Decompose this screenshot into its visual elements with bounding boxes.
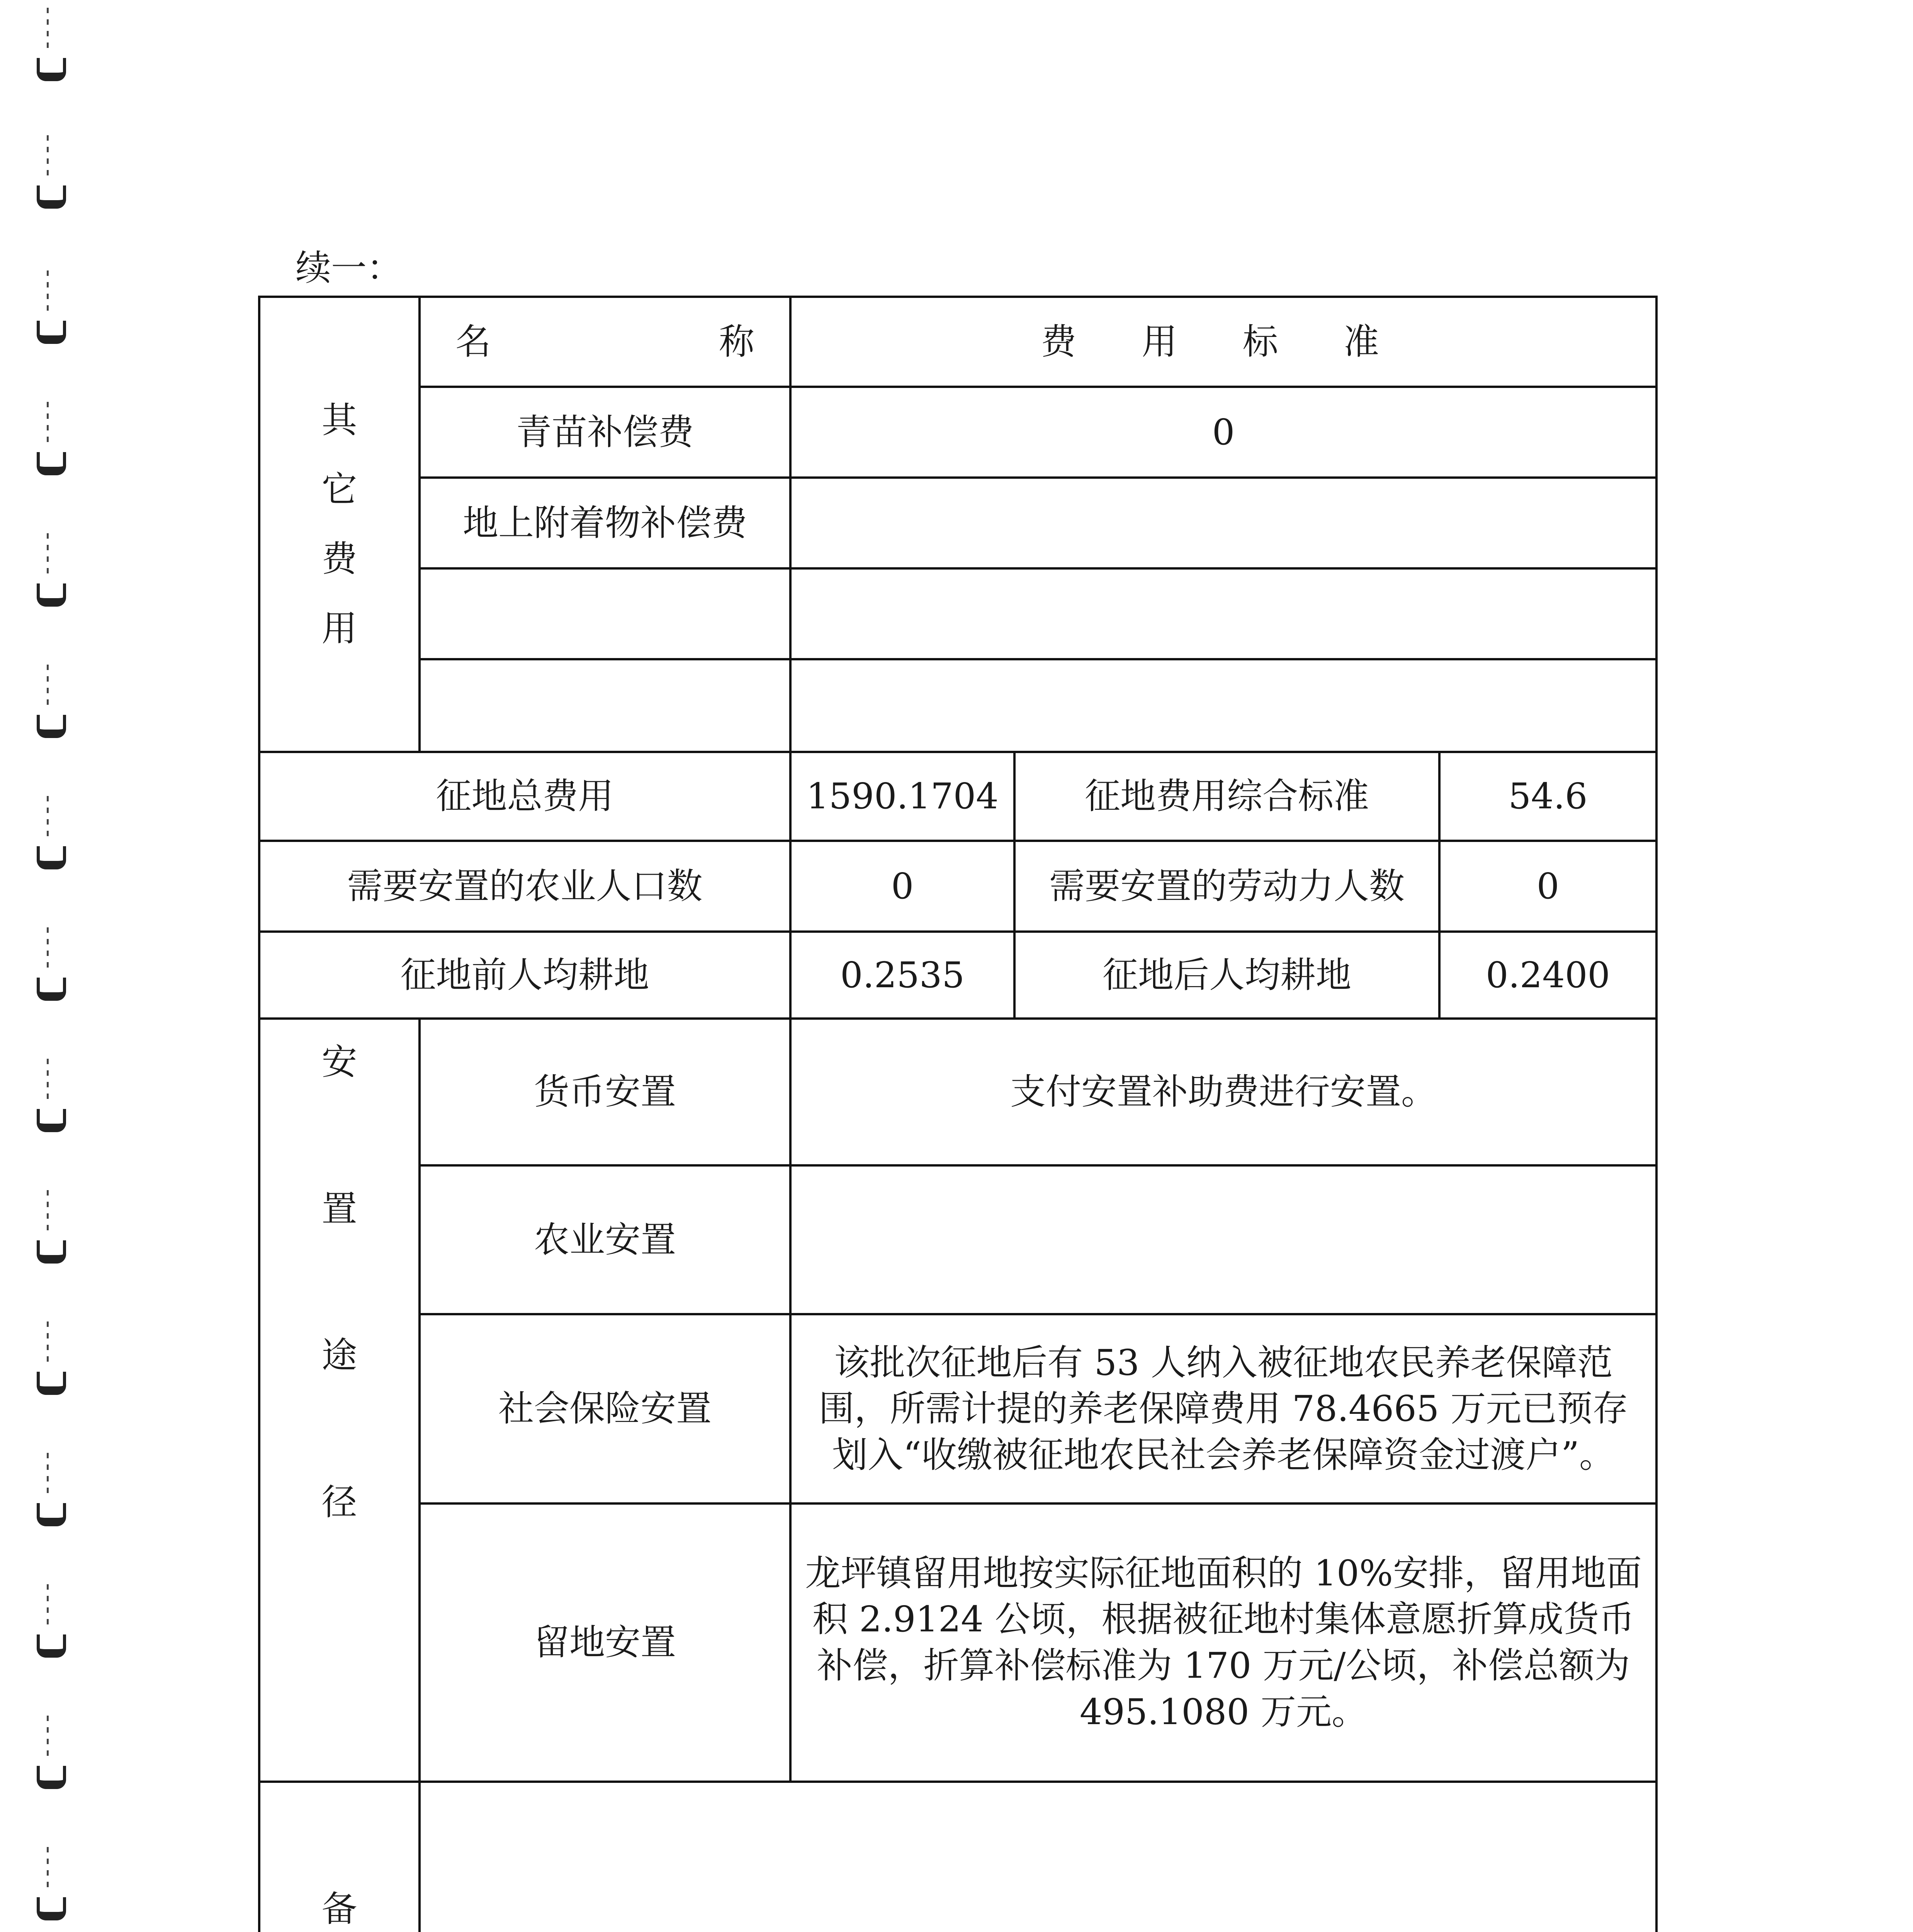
land-acquisition-fee-table bbox=[258, 296, 1658, 1932]
summary-label: 需要安置的农业人口数 bbox=[259, 841, 790, 932]
binding-hole bbox=[37, 1503, 66, 1526]
summary-label: 需要安置的劳动力人数 bbox=[1014, 841, 1439, 932]
summary-label: 征地总费用 bbox=[259, 752, 790, 841]
binding-hole bbox=[37, 1634, 66, 1658]
continuation-label: 续一： bbox=[296, 247, 403, 289]
summary-label: 征地前人均耕地 bbox=[259, 932, 790, 1019]
binding-hole bbox=[37, 58, 66, 81]
summary-value: 0.2535 bbox=[790, 932, 1014, 1019]
fee-name-cell: 青苗补偿费 bbox=[420, 387, 790, 478]
resettlement-value-cell: 支付安置补助费进行安置。 bbox=[790, 1019, 1656, 1165]
binding-hole bbox=[37, 1372, 66, 1395]
binding-hole bbox=[37, 846, 66, 869]
summary-value: 54.6 bbox=[1439, 752, 1656, 841]
fee-value-cell bbox=[790, 478, 1656, 568]
fee-name-cell bbox=[420, 659, 790, 752]
fee-value-cell: 0 bbox=[790, 387, 1656, 478]
resettlement-name-cell: 留地安置 bbox=[420, 1503, 790, 1782]
summary-label: 征地后人均耕地 bbox=[1014, 932, 1439, 1019]
fee-name-cell bbox=[420, 568, 790, 659]
binding-hole bbox=[37, 715, 66, 738]
binding-hole bbox=[37, 583, 66, 607]
binding-hole bbox=[37, 978, 66, 1001]
summary-value: 1590.1704 bbox=[790, 752, 1014, 841]
binding-hole bbox=[37, 321, 66, 344]
binding-hole bbox=[37, 1240, 66, 1264]
binding-hole bbox=[37, 1109, 66, 1132]
summary-label: 征地费用综合标准 bbox=[1014, 752, 1439, 841]
binding-holes bbox=[37, 0, 83, 1932]
header-fee-standard: 费 用 标 准 bbox=[790, 297, 1656, 387]
binding-hole bbox=[37, 185, 66, 209]
resettlement-value-cell bbox=[790, 1165, 1656, 1314]
remarks-content bbox=[420, 1782, 1656, 1932]
resettlement-value-cell: 龙坪镇留用地按实际征地面积的 10%安排，留用地面积 2.9124 公顷，根据被征地村集体意愿折算成货币补偿，折算补偿标准为 170 万元/公顷，补偿总额为 495.1080 万元。 bbox=[790, 1503, 1656, 1782]
resettlement-section-label: 安 置 途 径 bbox=[259, 1019, 420, 1782]
other-fees-section-label: 其 它 费 用 bbox=[259, 297, 420, 752]
fee-name-cell: 地上附着物补偿费 bbox=[420, 478, 790, 568]
summary-value: 0.2400 bbox=[1439, 932, 1656, 1019]
resettlement-name-cell: 农业安置 bbox=[420, 1165, 790, 1314]
resettlement-name-cell: 货币安置 bbox=[420, 1019, 790, 1165]
summary-value: 0 bbox=[790, 841, 1014, 932]
binding-hole bbox=[37, 1766, 66, 1789]
summary-value: 0 bbox=[1439, 841, 1656, 932]
fee-value-cell bbox=[790, 568, 1656, 659]
fee-value-cell bbox=[790, 659, 1656, 752]
remarks-section-label: 备 bbox=[259, 1782, 420, 1932]
header-name: 名 称 bbox=[420, 297, 790, 387]
resettlement-value-cell: 该批次征地后有 53 人纳入被征地农民养老保障范围，所需计提的养老保障费用 78.4665 万元已预存划入“收缴被征地农民社会养老保障资金过渡户”。 bbox=[790, 1314, 1656, 1503]
binding-hole bbox=[37, 452, 66, 475]
binding-hole bbox=[37, 1897, 66, 1920]
resettlement-name-cell: 社会保险安置 bbox=[420, 1314, 790, 1503]
